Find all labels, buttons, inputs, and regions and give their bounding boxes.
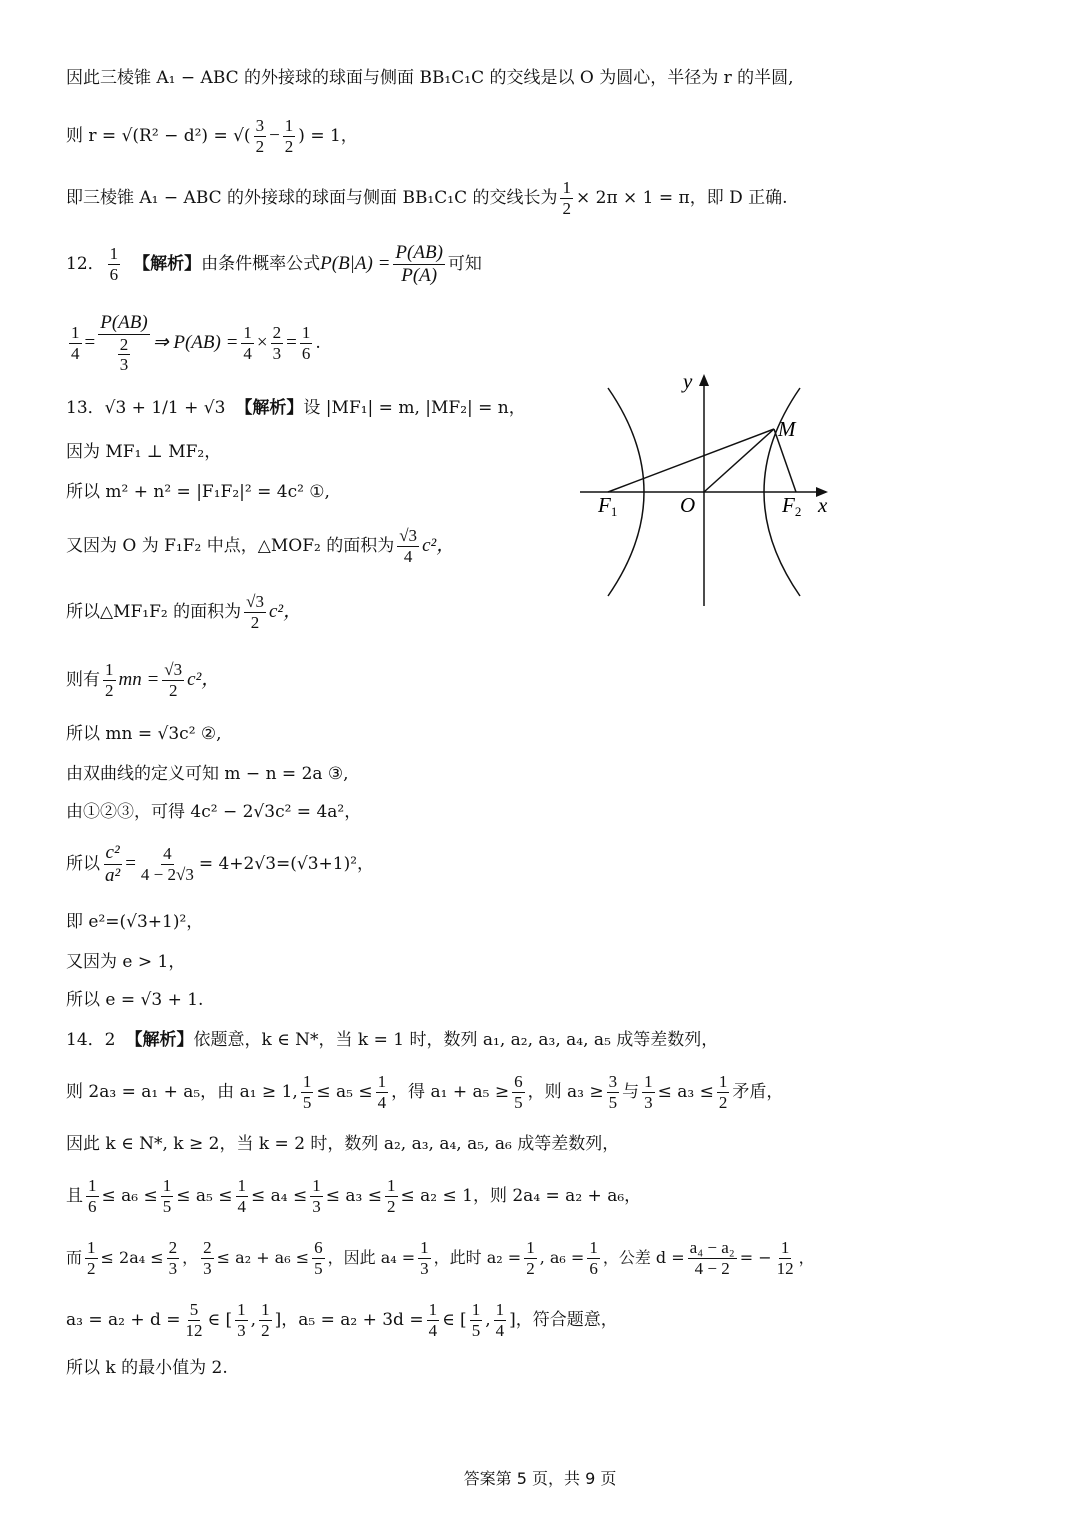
denominator: 6: [301, 343, 311, 363]
point-M-label: M: [778, 417, 796, 441]
text: 又因为 e > 1，: [66, 952, 186, 972]
text: ，公差 d =: [602, 1248, 685, 1268]
denominator: 2: [250, 612, 260, 632]
operator: ×: [256, 332, 268, 354]
formula-line: [66, 178, 788, 218]
fraction: $\frac{1}{4}$: [428, 1300, 438, 1340]
fraction: $\frac{6}{5}$: [514, 1072, 523, 1112]
text: 可知: [447, 254, 482, 275]
text: 所以 mn = √3c² ②,: [66, 724, 222, 744]
fraction: $\frac{1}{4}$: [237, 1176, 246, 1216]
hyperbola-figure: [580, 366, 840, 610]
numerator: 1: [562, 178, 571, 197]
text: ，得 a₁ + a₅ ≥: [391, 1081, 510, 1102]
text: ≤ a₂ ≤ 1，则 2a₄ = a₂ + a₆，: [400, 1185, 642, 1206]
text-line: [66, 442, 221, 462]
numerator: 1: [284, 116, 294, 135]
numerator: P(AB): [395, 242, 443, 263]
formula: P(B|A) =: [320, 252, 391, 274]
text: 由①②③，可得 4c² − 2√3c² = 4a²，: [66, 802, 362, 822]
point-F2-label: F2: [782, 493, 802, 519]
text: 因此三棱锥 A₁ − ABC 的外接球的球面与侧面 BB₁C₁C 的交线是以 O 为圆心，半径为 r 的半圆,: [66, 68, 794, 88]
page-footer: 答案第 5 页，共 9 页: [463, 1469, 617, 1488]
text: c²，: [187, 668, 221, 690]
text: 依题意，k ∈ N*，当 k = 1 时，数列 a₁, a₂, a₃, a₄, a₅ 成等差数列，: [193, 1030, 719, 1050]
numerator: 1: [301, 323, 311, 343]
formula-line: [66, 1300, 618, 1340]
denominator: a²: [105, 864, 121, 886]
text-line: [66, 764, 349, 784]
fraction: [244, 592, 266, 632]
question-13: [66, 398, 526, 418]
fraction: $\frac{5}{12}$: [185, 1300, 203, 1340]
numerator: 4: [163, 844, 172, 864]
fraction: $\frac{1}{3}$: [312, 1176, 321, 1216]
text: ≤ a₃ ≤: [657, 1081, 714, 1102]
text: = −: [739, 1248, 772, 1268]
text: ≤ a₂ + a₆ ≤: [216, 1248, 310, 1268]
fraction: $\frac{1}{2}$: [526, 1238, 535, 1278]
fraction: [139, 844, 196, 884]
formula-line: [66, 1238, 815, 1278]
fraction: [283, 116, 296, 156]
denominator: [113, 335, 136, 375]
text: ]，符合题意，: [509, 1309, 618, 1330]
text: ≤ a₄ ≤: [251, 1185, 308, 1206]
formula-line: [66, 842, 374, 887]
formula-line: [66, 592, 302, 632]
text: 所以 k 的最小值为 2.: [66, 1358, 228, 1378]
denominator: 2: [562, 198, 571, 218]
text: ≤ a₅ ≤: [316, 1081, 373, 1102]
question-head: 14．2: [66, 1030, 116, 1050]
text: ，则 a₃ ≥: [527, 1081, 604, 1102]
fraction: [271, 323, 284, 363]
text: 而: [66, 1248, 83, 1268]
numerator: √3: [399, 526, 418, 545]
fraction: $\frac{1}{3}$: [420, 1238, 429, 1278]
fraction: $\frac{1}{6}$: [589, 1238, 598, 1278]
denominator: 6: [109, 264, 119, 284]
numerator: 2: [272, 323, 282, 343]
fraction: $\frac{1}{3}$: [237, 1300, 246, 1340]
denominator: 4 − 2√3: [140, 864, 194, 884]
denominator: 3: [119, 355, 129, 375]
denominator: P(A): [401, 264, 438, 286]
denominator: 2: [168, 680, 178, 700]
fraction: [103, 660, 116, 700]
segment-MO: [704, 429, 774, 492]
formula: ⇒ P(AB) =: [152, 332, 239, 354]
text: 即 e²=(√3+1)²，: [66, 912, 204, 932]
fraction: [300, 323, 313, 363]
fraction: [241, 323, 254, 363]
formula-line: [66, 660, 220, 700]
text: ]，a₅ = a₂ + 3d =: [274, 1309, 424, 1330]
text-line: [66, 952, 185, 972]
text: 与: [622, 1081, 640, 1102]
text: ≤ 2a₄ ≤: [100, 1248, 164, 1268]
text: a₃ = a₂ + d =: [66, 1309, 181, 1330]
text: 即三棱锥 A₁ − ABC 的外接球的球面与侧面 BB₁C₁C 的交线长为: [66, 187, 558, 208]
denominator: 4: [71, 343, 80, 363]
text: ，: [798, 1248, 815, 1268]
point-F1-label: F1: [598, 493, 618, 519]
text: c²，: [268, 600, 303, 622]
denominator: 4: [403, 546, 413, 566]
text-line: [66, 1358, 228, 1378]
fraction: $\frac{1}{6}$: [88, 1176, 97, 1216]
numerator: 1: [105, 660, 114, 679]
text: ，: [182, 1248, 199, 1268]
text: ≤ a₅ ≤: [176, 1185, 233, 1206]
formula-line: [66, 526, 455, 566]
fraction: $\frac{1}{5}$: [302, 1072, 312, 1112]
formula-line: $\frac{1}{4}$ = $\frac{P(AB)}{\frac{2}{3}}$ ⇒ P(AB) = $\frac{1}{4}$ × $\frac{2}{3}$ = $\frac{1}{6}$ .: [71, 312, 321, 375]
fraction: $\frac{3}{5}$: [608, 1072, 618, 1112]
text: 则 2a₃ = a₁ + a₅，由 a₁ ≥ 1,: [66, 1081, 298, 1102]
formula: mn =: [118, 668, 160, 690]
numerator: P(AB): [100, 312, 148, 333]
fraction: $\frac{2}{3}$: [168, 1238, 178, 1278]
text: 所以 m² + n² = |F₁F₂|² = 4c² ①,: [66, 482, 330, 502]
analysis-tag: 【解析】: [235, 398, 304, 418]
denominator: 2: [255, 136, 265, 156]
text-line: [66, 990, 203, 1010]
fraction: $\frac{1}{2}$: [87, 1238, 96, 1278]
text: ,: [485, 1309, 491, 1330]
fraction: $\frac{1}{3}$: [644, 1072, 653, 1112]
fraction: [69, 323, 82, 363]
fraction: $\frac{1}{2}$: [387, 1176, 396, 1216]
denominator: 2: [284, 136, 294, 156]
numerator: 1: [243, 323, 252, 343]
text: 由双曲线的定义可知 m − n = 2a ③,: [66, 764, 349, 784]
text: 且: [66, 1185, 83, 1206]
text: ) = 1，: [298, 125, 358, 146]
text: 因为 MF₁ ⊥ MF₂，: [66, 442, 222, 462]
fraction: $\frac{1}{4}$: [495, 1300, 505, 1340]
text: 所以△MF₁F₂ 的面积为: [66, 601, 242, 622]
analysis-tag: 【解析】: [125, 1030, 194, 1050]
fraction: [162, 660, 184, 700]
denominator: 4: [243, 343, 252, 363]
text: × 2π × 1 = π，即 D 正确.: [575, 187, 788, 208]
text: ，此时 a₂ =: [433, 1248, 522, 1268]
fraction: [393, 242, 444, 287]
numerator: 2: [119, 334, 129, 354]
numerator: 1: [109, 244, 119, 264]
text: .: [315, 333, 321, 354]
text: 因此 k ∈ N*, k ≥ 2，当 k = 2 时，数列 a₂, a₃, a₄, a₅, a₆ 成等差数列，: [66, 1134, 620, 1154]
text: 则有: [66, 669, 100, 690]
fraction: $\frac{\text{a₄ − a₂}}{4 - 2}$: [689, 1238, 735, 1278]
text: 矛盾，: [732, 1081, 784, 1102]
text: 则 r = √(R² − d²) = √(: [66, 125, 251, 146]
text-line: [66, 724, 222, 744]
text: = 4+2√3=(√3+1)²，: [198, 854, 375, 875]
question-12: [66, 242, 482, 287]
numerator: √3: [164, 660, 183, 679]
fraction: $\frac{6}{5}$: [314, 1238, 323, 1278]
text: ∈ [: [442, 1309, 467, 1330]
text-line: [66, 912, 203, 932]
fraction: $\frac{1}{12}$: [776, 1238, 794, 1278]
x-label: x: [818, 493, 828, 517]
fraction: $\frac{2}{3}$: [203, 1238, 212, 1278]
text-line: [66, 1134, 619, 1154]
text: ∈ [: [207, 1309, 233, 1330]
fraction: [254, 116, 267, 156]
text: 又因为 O 为 F₁F₂ 中点，△MOF₂ 的面积为: [66, 535, 395, 556]
question-number: 12．: [66, 254, 105, 275]
numerator: 3: [255, 116, 265, 135]
segment-MF1: [608, 429, 774, 492]
question-head: 13．√3 + 1/1 + √3: [66, 398, 226, 418]
text: ≤ a₆ ≤: [101, 1185, 158, 1206]
formula-line: [66, 1072, 783, 1112]
denominator: 2: [105, 680, 114, 700]
fraction: [560, 178, 573, 218]
text: 所以 e = √3 + 1.: [66, 990, 204, 1010]
denominator: 3: [272, 343, 282, 363]
text: ,: [250, 1309, 257, 1330]
formula-line: 则 r = √(R² − d²) = √( $\frac{3}{2}$ − $\frac{1}{2}$ ) = 1，: [66, 116, 358, 156]
fraction: $\frac{1}{5}$: [162, 1176, 172, 1216]
numerator: c²: [105, 842, 120, 863]
fraction: [103, 842, 122, 887]
fraction: $\frac{1}{5}$: [471, 1300, 481, 1340]
text: , a₆ =: [539, 1248, 585, 1268]
text: ≤ a₃ ≤: [325, 1185, 382, 1206]
text: 所以: [66, 854, 100, 875]
text: c²，: [422, 534, 456, 556]
question-14: [66, 1030, 718, 1050]
numerator: 1: [71, 323, 80, 343]
operator: =: [286, 332, 297, 354]
fraction: $\frac{1}{4}$: [377, 1072, 387, 1112]
text-line: [66, 68, 794, 88]
operator: =: [125, 852, 136, 874]
y-axis-arrow: [699, 374, 709, 386]
text-line: [66, 482, 330, 502]
text: ，因此 a₄ =: [327, 1248, 416, 1268]
y-label: y: [683, 369, 693, 393]
fraction: $\frac{1}{2}$: [261, 1300, 270, 1340]
analysis-tag: 【解析】: [133, 254, 202, 275]
text: 由条件概率公式: [201, 254, 321, 275]
point-O-label: O: [680, 493, 696, 517]
fraction: $\frac{1}{2}$: [718, 1072, 728, 1112]
text-line: [66, 802, 361, 822]
formula-line: [66, 1176, 641, 1216]
fraction: [397, 526, 419, 566]
text: 设 |MF₁| = m, |MF₂| = n，: [303, 398, 526, 418]
numerator: √3: [246, 592, 264, 611]
compound-fraction: [98, 312, 149, 375]
answer-fraction: [108, 244, 121, 284]
